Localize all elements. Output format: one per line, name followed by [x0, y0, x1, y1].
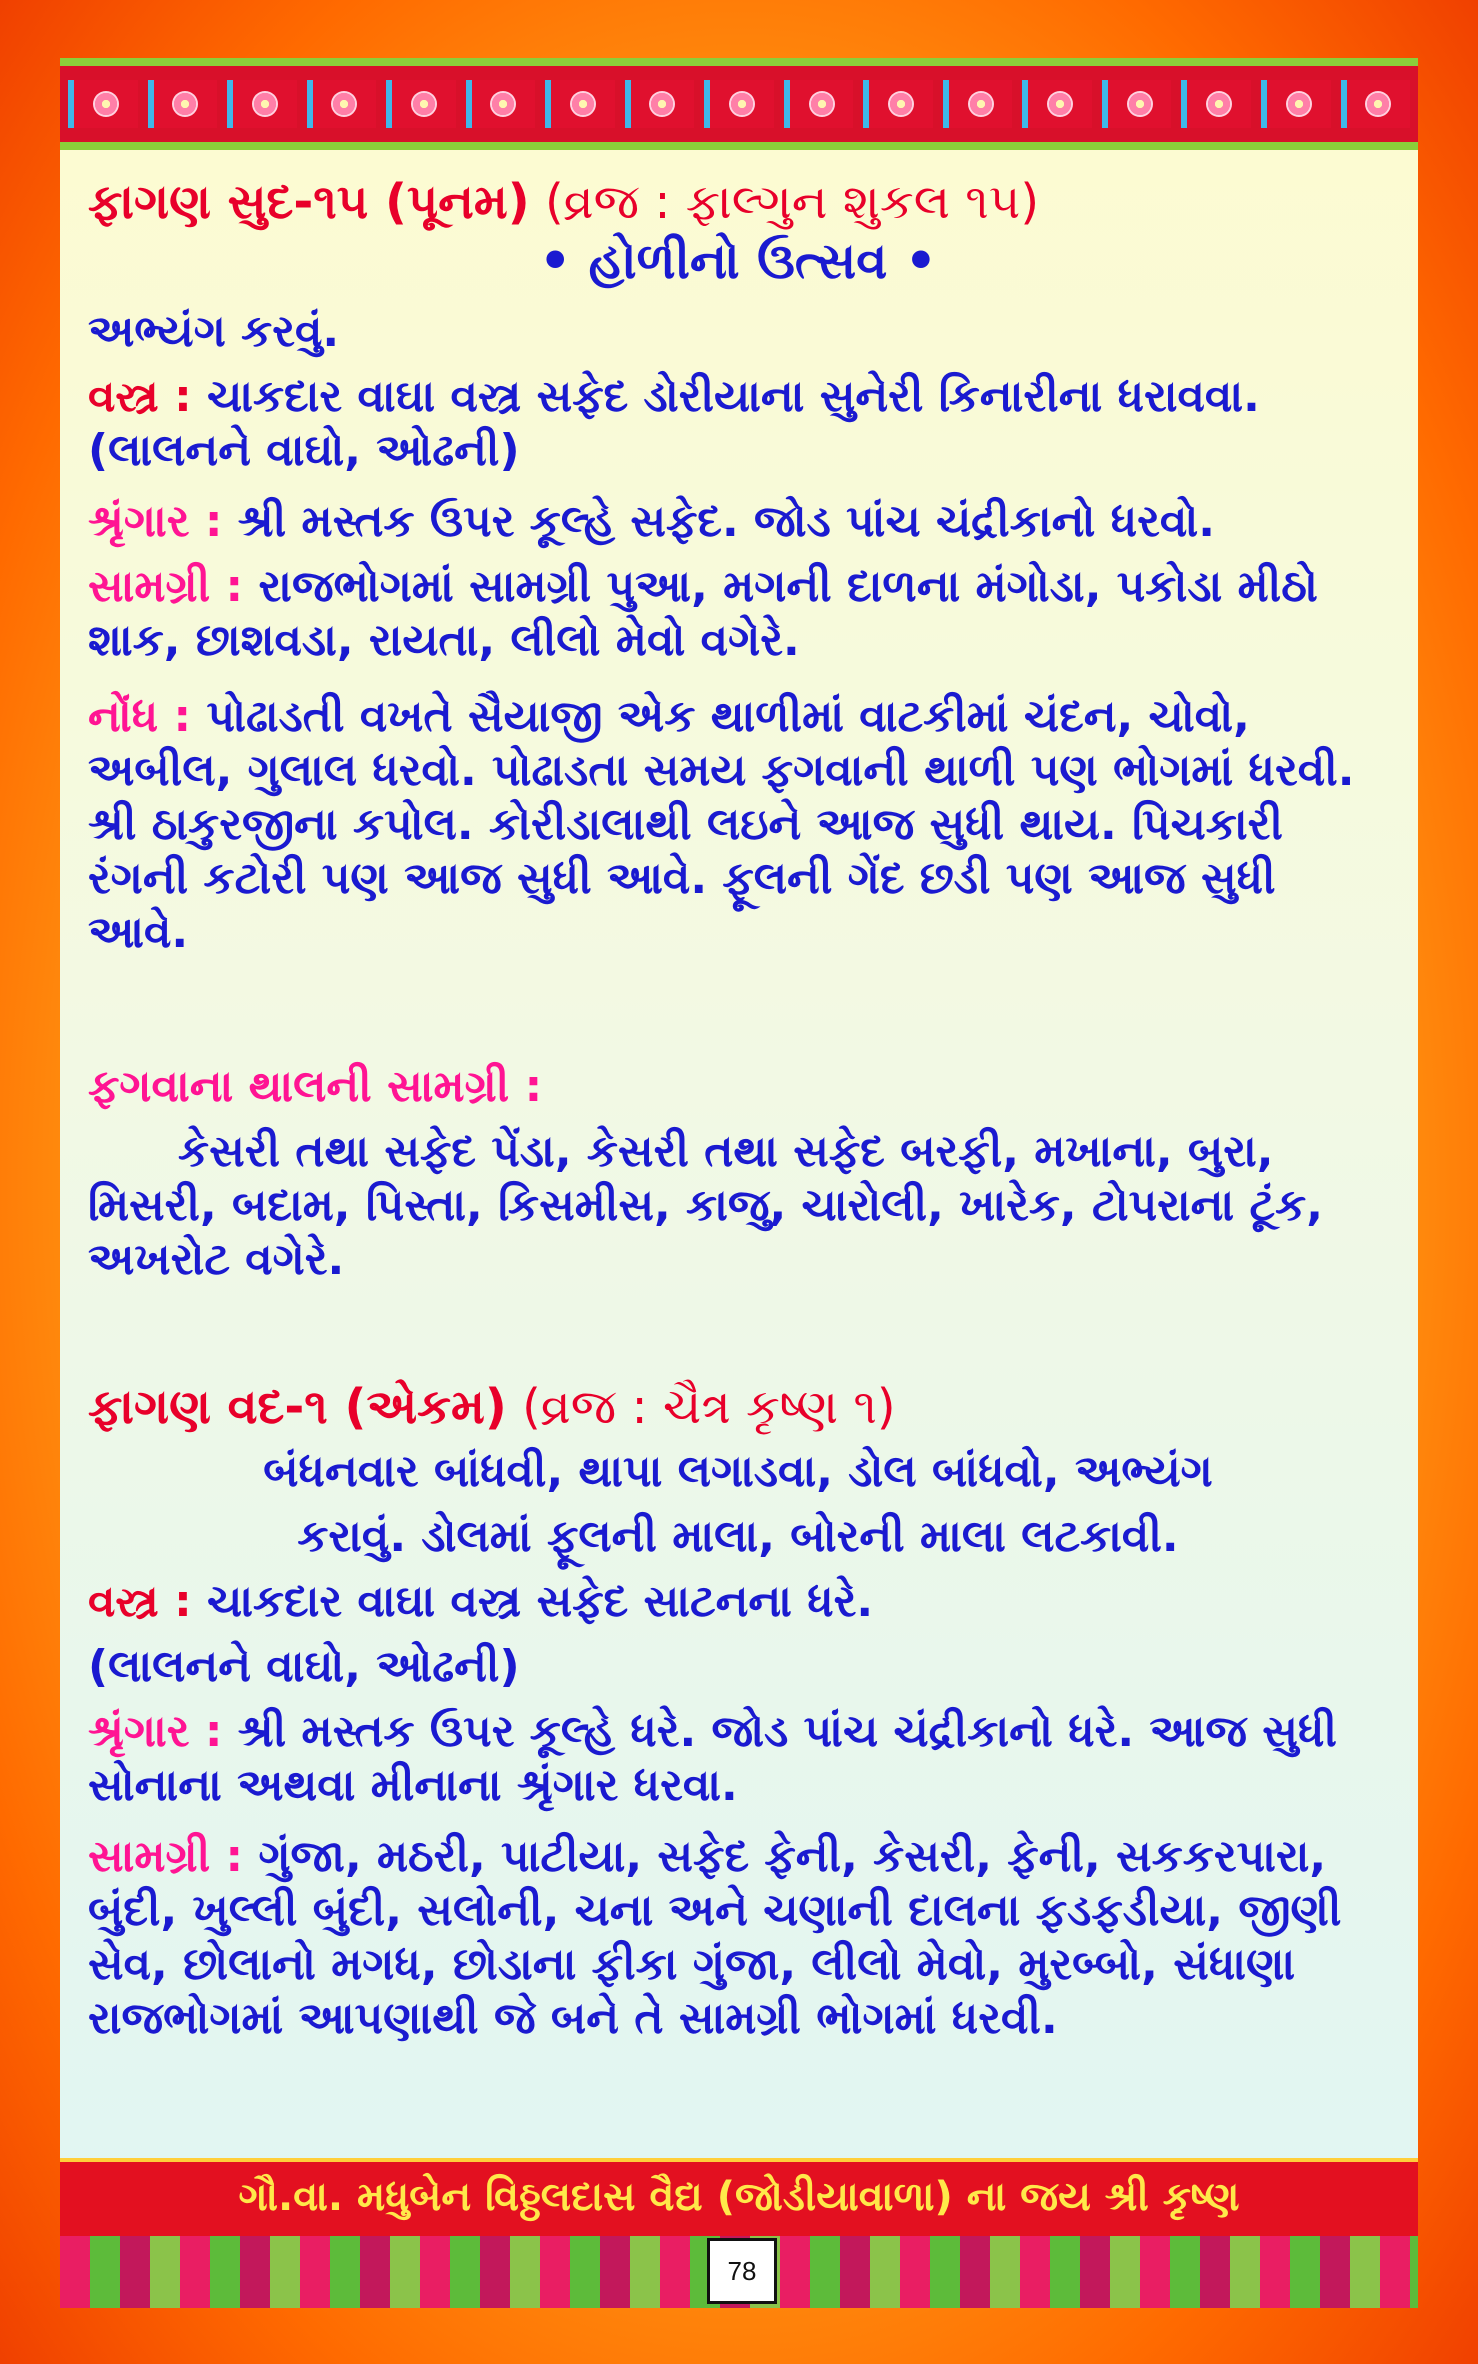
flower-icon: [386, 80, 456, 128]
section-3-subheading: (વ્રજ : ચૈત્ર કૃષ્ણ ૧): [522, 1379, 896, 1435]
flower-icon: [545, 80, 615, 128]
flower-icon: [307, 80, 377, 128]
flower-icon: [466, 80, 536, 128]
vastra-label: વસ્ત્ર :: [88, 1576, 192, 1627]
section-2-heading: [88, 1060, 1388, 1114]
shringar-label: શ્રૃંગાર :: [88, 496, 223, 547]
festival-title: • હોળીનો ઉત્સવ •: [539, 232, 937, 290]
vastra-label: વસ્ત્ર :: [88, 371, 192, 422]
shringar-text: શ્રી મસ્તક ઉપર કૂલ્હે સફેદ. જોડ પાંચ ચંદ્રીકાનો ધરવો.: [237, 496, 1215, 547]
flower-icon: [943, 80, 1013, 128]
section-1-nondh: [88, 690, 1388, 960]
flower-icon: [1181, 80, 1251, 128]
section-2-text: કેસરી તથા સફેદ પેંડા, કેસરી તથા સફેદ બરફી, મખાના, બુરા, મિસરી, બદામ, પિસ્તા, કિસમીસ, કાજુ, ચારોલી, ખારેક, ટોપરાના ટૂંક, અખરોટ વગેરે.: [88, 1126, 1323, 1285]
samagri-text: રાજભોગમાં સામગ્રી પુઆ, મગની દાળના મંગોડા, પકોડા મીઠો શાક, છાશવડા, રાયતા, લીલો મેવો વગેરે.: [88, 561, 1318, 666]
flower-icon: [1341, 80, 1411, 128]
section-3-heading-line: [88, 1380, 1388, 1436]
section-3-vastra2: (લાલનને વાઘો, ઓઢની): [88, 1641, 520, 1692]
vastra-text: ચાકદાર વાઘા વસ્ત્ર સફેદ સાટનના ધરે.: [207, 1576, 874, 1627]
flower-icon: [227, 80, 297, 128]
shringar-label: શ્રૃંગાર :: [88, 1706, 223, 1757]
section-3-samagri: [88, 1830, 1388, 2046]
footer-dedication: ગૌ.વા. મધુબેન વિઠ્ઠલદાસ વૈદ્ય (જોડીયાવાળા) ના જય શ્રી કૃષ્ણ: [60, 2158, 1418, 2240]
flower-icon: [1102, 80, 1172, 128]
section-2-heading-text: ફગવાના થાલની સામગ્રી :: [88, 1061, 543, 1112]
section-1-vastra: [88, 370, 1388, 478]
section-3-center1: બંધનવાર બાંધવી, થાપા લગાડવા, ડોલ બાંધવો, અભ્યંગ: [263, 1446, 1213, 1497]
samagri-label: સામગ્રી :: [88, 1831, 244, 1882]
section-1-samagri: [88, 560, 1388, 668]
section-1-subheading: (વ્રજ : ફાલ્ગુન શુકલ ૧૫): [545, 174, 1040, 230]
samagri-label: સામગ્રી :: [88, 561, 244, 612]
flower-tile-row: [68, 80, 1410, 128]
flower-icon: [148, 80, 218, 128]
section-3-vastra: [88, 1575, 1388, 1629]
section-1-heading: ફાગણ સુદ-૧૫ (પૂનમ): [88, 174, 530, 230]
top-border-edge: [60, 58, 1418, 66]
section-1-line1: અભ્યંગ કરવું.: [88, 306, 340, 357]
page-number: 78: [707, 2238, 777, 2304]
section-3-center2: કરાવું. ડોલમાં ફૂલની માલા, બોરની માલા લટકાવી.: [297, 1511, 1179, 1562]
flower-icon: [704, 80, 774, 128]
flower-icon: [863, 80, 933, 128]
decorative-top-border: [60, 58, 1418, 150]
section-1-heading-line: [88, 175, 1388, 231]
flower-icon: [1261, 80, 1331, 128]
vastra-text: ચાકદાર વાઘા વસ્ત્ર સફેદ ડોરીયાના સુનેરી કિનારીના ધરાવવા. (લાલનને વાઘો, ઓઢની): [88, 371, 1260, 476]
flower-icon: [1022, 80, 1092, 128]
shringar-text: શ્રી મસ્તક ઉપર કૂલ્હે ધરે. જોડ પાંચ ચંદ્રીકાનો ધરે. આજ સુધી સોનાના અથવા મીનાના શ્રૃંગાર ધરવા.: [88, 1706, 1337, 1811]
top-border-edge: [60, 142, 1418, 150]
nondh-label: નોંધ :: [88, 691, 192, 742]
section-3-heading: ફાગણ વદ-૧ (એકમ): [88, 1379, 507, 1435]
flower-icon: [625, 80, 695, 128]
nondh-text: પોઢાડતી વખતે સૈયાજી એક થાળીમાં વાટકીમાં ચંદન, ચોવો, અબીલ, ગુલાલ ધરવો. પોઢાડતા સમય ફગવાની થાળી પણ ભોગમાં ધરવી. શ્રી ઠાકુરજીના કપોલ. કોરીડાલાથી લઇને આજ સુધી થાય. પિચકારી રંગની કટોરી પણ આજ સુધી આવે. ફૂલની ગેંદ છડી પણ આજ સુધી આવે.: [88, 691, 1355, 958]
section-1-shringar: [88, 495, 1388, 549]
section-3-shringar: [88, 1705, 1388, 1813]
flower-icon: [784, 80, 854, 128]
samagri-text: ગુંજા, મઠરી, પાટીયા, સફેદ ફેની, કેસરી, ફેની, સકકરપારા, બુંદી, ખુલ્લી બુંદી, સલોની, ચના અને ચણાની દાલના ફડફડીયા, જીણી સેવ, છોલાનો મગધ, છોડાના ફીકા ગુંજા, લીલો મેવો, મુરબ્બો, સંધાણા રાજભોગમાં આપણાથી જે બને તે સામગ્રી ભોગમાં ધરવી.: [88, 1831, 1342, 2044]
flower-icon: [68, 80, 138, 128]
